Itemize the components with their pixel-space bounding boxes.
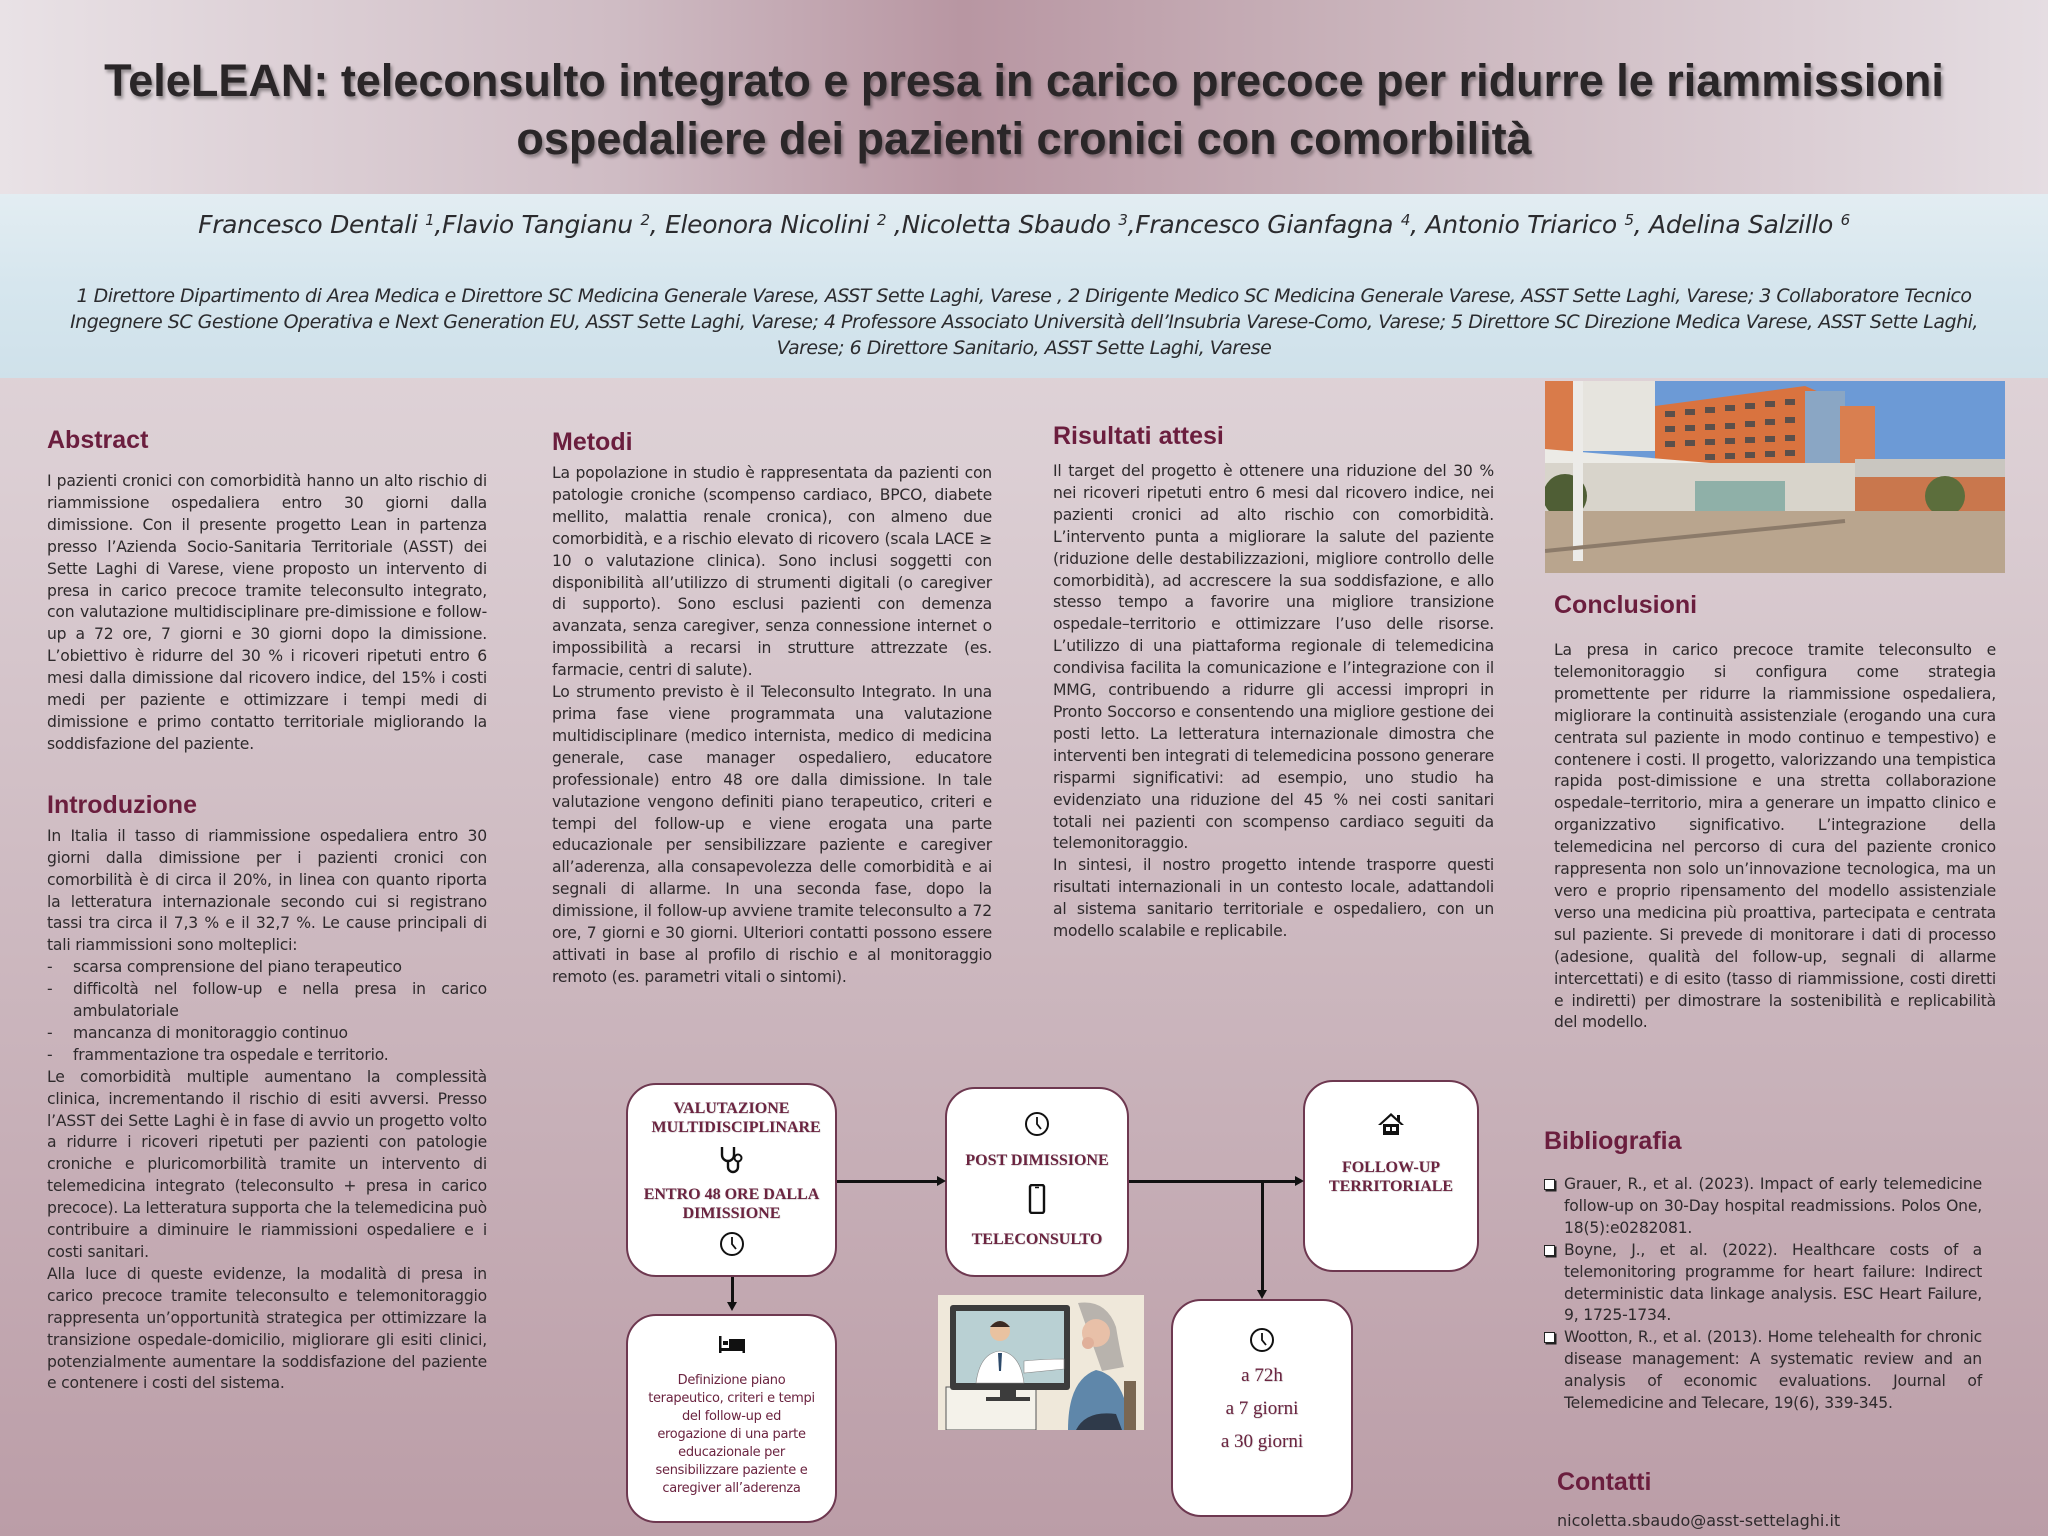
causes-list xyxy=(47,957,487,1067)
arrow-line xyxy=(1129,1180,1297,1183)
column-conclusioni xyxy=(1554,590,1996,1034)
list-item: - frammentazione tra ospedale e territorio. xyxy=(47,1045,487,1067)
affiliations: 1 Direttore Dipartimento di Area Medica e Direttore SC Medicina Generale Varese, ASST Sette Laghi, Varese , 2 Dirigente Medico SC Medicina Generale Varese, ASST Sette Laghi, Varese; 3 Collaboratore Tecnico Ingegnere SC Gestione Operativa e Next Generation EU, ASST Sette Laghi, Varese; 4 Professore Associato Università dell’Insubria Varese-Como, Varese; 5 Direttore SC Direzione Medica Varese, ASST Sette Laghi, Varese; 6 Direttore Sanitario, ASST Sette Laghi, Varese xyxy=(70,285,1978,359)
flow-label: ENTRO 48 ORE DALLA DIMISSIONE xyxy=(643,1186,820,1222)
abstract-section xyxy=(47,425,487,756)
section-title-bibliografia: Bibliografia xyxy=(1544,1127,1682,1155)
column-metodi xyxy=(552,427,992,989)
arrow-head-icon xyxy=(937,1176,946,1186)
risultati-paragraph: In sintesi, il nostro progetto intende trasporre questi risultati internazionali in un contesto locale, adattandoli al sistema sanitario territoriale e ospedaliero, con un modello scalabile e replicabile. xyxy=(1053,856,1494,941)
author: Francesco Dentali $^1$, xyxy=(198,210,443,239)
flow-box-post-dimissione xyxy=(945,1087,1129,1277)
column-left xyxy=(47,425,487,1395)
doctor-video-call-image xyxy=(938,1295,1144,1430)
risultati-section xyxy=(1053,421,1494,943)
arrow-line xyxy=(1261,1181,1264,1291)
introduzione-paragraph: Le comorbidità multiple aumentano la complessità clinica, incrementando il rischio di esiti avversi. Presso l’ASST dei Sette Laghi è in fase di avvio un progetto volto a ridurre i ricoveri ripetuti per pazienti con patologie croniche e pluricomorbilità tramite un intervento di telemedicina integrato (teleconsulto + presa in carico precoce). La letteratura supporta che la telemedicina può contribuire a diminuire le riammissioni ospedaliere e i costi sanitari. xyxy=(47,1067,487,1261)
flow-description: Definizione piano terapeutico, criteri e tempi del follow-up ed erogazione di una parte educazionale per sensibilizzare paziente e caregiver all’aderenza xyxy=(648,1373,815,1496)
flow-label: POST DIMISSIONE xyxy=(965,1152,1109,1169)
hospital-photo xyxy=(1545,381,2005,573)
time-label: a 7 giorni xyxy=(1225,1398,1299,1419)
metodi-section xyxy=(552,427,992,989)
references-list xyxy=(1544,1174,1982,1415)
author: Francesco Gianfagna $^4$, xyxy=(1135,210,1426,239)
section-title-introduzione: Introduzione xyxy=(47,790,197,819)
author: Flavio Tangianu $^2$, xyxy=(442,210,665,239)
arrow-line xyxy=(731,1277,734,1303)
arrow-line xyxy=(837,1180,939,1183)
column-bibliografia xyxy=(1544,1126,1982,1415)
checkbox-bullet-icon xyxy=(1544,1245,1555,1256)
metodi-paragraph: Lo strumento previsto è il Teleconsulto Integrato. In una prima fase viene programmata una valutazione multidisciplinare (medico internista, medico di medicina generale, case manager ospedaliero, educatore professionale) entro 48 ore dalla dimissione. In tale valutazione vengono definiti piano terapeutico, criteri e tempi del follow-up e viene erogata una parte educazionale per sensibilizzare paziente e caregiver all’aderenza, alla consapevolezza delle comorbidità e ai segnali di allarme. In una seconda fase, dopo la dimissione, il follow-up avviene tramite teleconsulto a 72 ore, 7 giorni e 30 giorni. Ulteriori contatti possono essere attivati in base al profilo di rischio e al monitoraggio remoto (es. parametri vitali o sintomi). xyxy=(552,683,992,986)
telemedicine-illustration xyxy=(938,1295,1144,1430)
follow-up-times xyxy=(1173,1359,1351,1458)
list-item: - mancanza di monitoraggio continuo xyxy=(47,1023,487,1045)
contatti-section xyxy=(1557,1467,1997,1530)
poster-title xyxy=(0,52,2048,168)
list-item: - difficoltà nel follow-up e nella presa in carico ambulatoriale xyxy=(47,979,487,1023)
reference-item: Boyne, J., et al. (2022). Healthcare costs of a telemonitoring programme for heart failure: Indirect deterministic data linkage analysis. ESC Heart Failure, 9, 1725-1734. xyxy=(1544,1240,1982,1328)
author: Antonio Triarico $^5$, xyxy=(1425,210,1650,239)
introduzione-paragraph: Alla luce di queste evidenze, la modalità di presa in carico precoce tramite teleconsulto e telemonitoraggio rappresenta un’opportunità strategica per ottimizzare la transizione ospedale-domicilio, migliorare gli esiti clinici, potenzialmente aumentare la soddisfazione del paziente e contenere i costi del sistema. xyxy=(47,1264,487,1393)
author: Nicoletta Sbaudo $^3$, xyxy=(901,210,1136,239)
bed-icon xyxy=(718,1334,746,1354)
authors-list xyxy=(0,210,2048,239)
conclusioni-section xyxy=(1554,590,1996,1034)
clock-icon xyxy=(719,1231,745,1257)
flow-box-follow-up-territoriale xyxy=(1303,1080,1479,1272)
arrow-head-icon xyxy=(1257,1290,1267,1299)
section-title-contatti: Contatti xyxy=(1557,1468,1652,1496)
column-risultati xyxy=(1053,421,1494,943)
contact-email[interactable]: nicoletta.sbaudo@asst-settelaghi.it xyxy=(1557,1511,1841,1530)
section-title-conclusioni: Conclusioni xyxy=(1554,591,1698,619)
abstract-text: I pazienti cronici con comorbidità hanno un alto rischio di riammissione ospedaliera entro 30 giorni dalla dimissione. Con il presente progetto Lean in partenza presso l’Azienda Socio-Sanitaria Territoriale (ASST) dei Sette Laghi di Varese, viene proposto un intervento di presa in carico precoce tramite teleconsulto integrato, con valutazione multidisciplinare pre-dimissione e follow-up a 72 ore, 7 giorni e 30 giorni dopo la dimissione. L’obiettivo è ridurre del 30 % i ricoveri ripetuti entro 6 mesi dalla dimissione dal ricovero indice, del 15% i costi medi per paziente e ottimizzare i tempi medi di dimissione e primo contatto territoriale migliorando la soddisfazione del paziente. xyxy=(47,472,487,753)
reference-item: Wootton, R., et al. (2013). Home telehealth for chronic disease management: A systematic review and an analysis of economic evaluations. Journal of Telemedicine and Telecare, 19(6), 339-345. xyxy=(1544,1327,1982,1415)
stethoscope-icon xyxy=(719,1145,745,1175)
flow-label: FOLLOW-UP TERRITORIALE xyxy=(1328,1159,1454,1195)
clock-icon xyxy=(1024,1111,1050,1137)
conclusioni-text: La presa in carico precoce tramite teleconsulto e telemonitoraggio si configura come strategia promettente per ridurre la riammissione ospedaliera, migliorare la continuità assistenziale (erogando una cura centrata sul paziente in modo continuo e tempestivo) e contenere i costi. Il progetto, valorizzando una tempistica rapida post-dimissione e una stretta collaborazione ospedale–territorio, mira a generare un impatto clinico e organizzativo significativo. L’integrazione della telemedicina nel percorso di cura del paziente cronico rappresenta non solo un’innovazione tecnologica, ma un vero e proprio ripensamento del modello assistenziale verso una medicina più proattiva, partecipata e centrata sul paziente. Si prevede di monitorare i dati di processo (adesione, qualità del follow-up, segnali di allarme intercettati) e di esito (tasso di riammissione, costi diretti e indiretti) per dimostrare la sostenibilità e replicabilità del modello. xyxy=(1554,641,1996,1032)
flow-label: TELECONSULTO xyxy=(971,1231,1103,1248)
arrow-head-icon xyxy=(1295,1176,1304,1186)
title-line-1: TeleLEAN: teleconsulto integrato e presa in carico precoce per ridurre le riammissioni xyxy=(104,55,1944,106)
reference-item: Grauer, R., et al. (2023). Impact of early telemedicine follow-up on 30-Day hospital readmissions. Polos One, 18(5):e0282081. xyxy=(1544,1174,1982,1240)
hospital-building-image xyxy=(1545,381,2005,573)
clock-icon xyxy=(1249,1327,1275,1353)
bibliografia-section xyxy=(1544,1126,1982,1415)
risultati-paragraph: Il target del progetto è ottenere una riduzione del 30 % nei ricoveri ripetuti entro 6 mesi dal ricovero indice, nei pazienti cronici ad alto rischio con comorbidità. L’intervento punta a migliorare la salute del paziente (riduzione delle destabilizzazioni, migliore controllo delle comorbidità), ad accrescere la sua soddisfazione, e allo stesso tempo a favorire una migliore transizione ospedale–territorio e ottimizzare l’uso delle risorse. L’utilizzo di una piattaforma regionale di telemedicina condivisa facilita la comunicazione e l’integrazione con il MMG, contribuendo a ridurre gli accessi impropri in Pronto Soccorso e consentendo una migliore gestione dei posti letto. La letteratura internazionale dimostra che interventi ben integrati di telemedicina possono generare risparmi significativi: ad esempio, uno studio ha evidenziato una riduzione del 45 % nei costi sanitari totali nei pazienti con scompenso cardiaco seguiti da telemonitoraggio. xyxy=(1053,462,1494,853)
flow-label: VALUTAZIONE MULTIDISCIPLINARE xyxy=(651,1100,821,1136)
list-item: - scarsa comprensione del piano terapeutico xyxy=(47,957,487,979)
metodi-paragraph: La popolazione in studio è rappresentata da pazienti con patologie croniche (scompenso cardiaco, BPCO, diabete mellito, malattia renale cronica), con almeno due comorbidità, e a rischio elevato di ricovero (scala LACE ≥ 10 o valutazione clinica). Sono inclusi soggetti con disponibilità all’utilizzo di strumenti digitali (o caregiver di supporto). Sono esclusi pazienti con demenza avanzata, senza caregiver, senza connessione internet o impossibilità a recarsi in strutture attrezzate (es. farmacie, centri di salute). xyxy=(552,464,992,680)
introduzione-paragraph: In Italia il tasso di riammissione ospedaliera entro 30 giorni dalla dimissione per i pazienti cronici con comorbilità è di circa il 20%, in linea con quanto riporta la letteratura internazionale secondo cui si registrano tassi tra circa il 7,3 % e il 32,7 %. Le cause principali di tali riammissioni sono molteplici: xyxy=(47,826,487,955)
time-label: a 30 giorni xyxy=(1220,1431,1304,1452)
title-line-2: ospedaliere dei pazienti cronici con comorbilità xyxy=(516,113,1532,164)
checkbox-bullet-icon xyxy=(1544,1332,1555,1343)
flow-box-valutazione xyxy=(626,1083,837,1277)
author: Eleonora Nicolini $^2$ , xyxy=(665,210,902,239)
time-label: a 72h xyxy=(1241,1365,1283,1386)
smartphone-icon xyxy=(1028,1184,1046,1214)
flow-box-definizione-piano xyxy=(626,1314,837,1523)
author: Adelina Salzillo $^6$ xyxy=(1649,210,1850,239)
checkbox-bullet-icon xyxy=(1544,1179,1555,1190)
section-title-metodi: Metodi xyxy=(552,428,633,456)
house-icon xyxy=(1377,1112,1405,1136)
arrow-head-icon xyxy=(727,1302,737,1311)
section-title-risultati: Risultati attesi xyxy=(1053,422,1224,450)
flow-box-timings xyxy=(1171,1299,1353,1517)
section-title-abstract: Abstract xyxy=(47,426,149,454)
introduzione-section xyxy=(47,790,487,1396)
